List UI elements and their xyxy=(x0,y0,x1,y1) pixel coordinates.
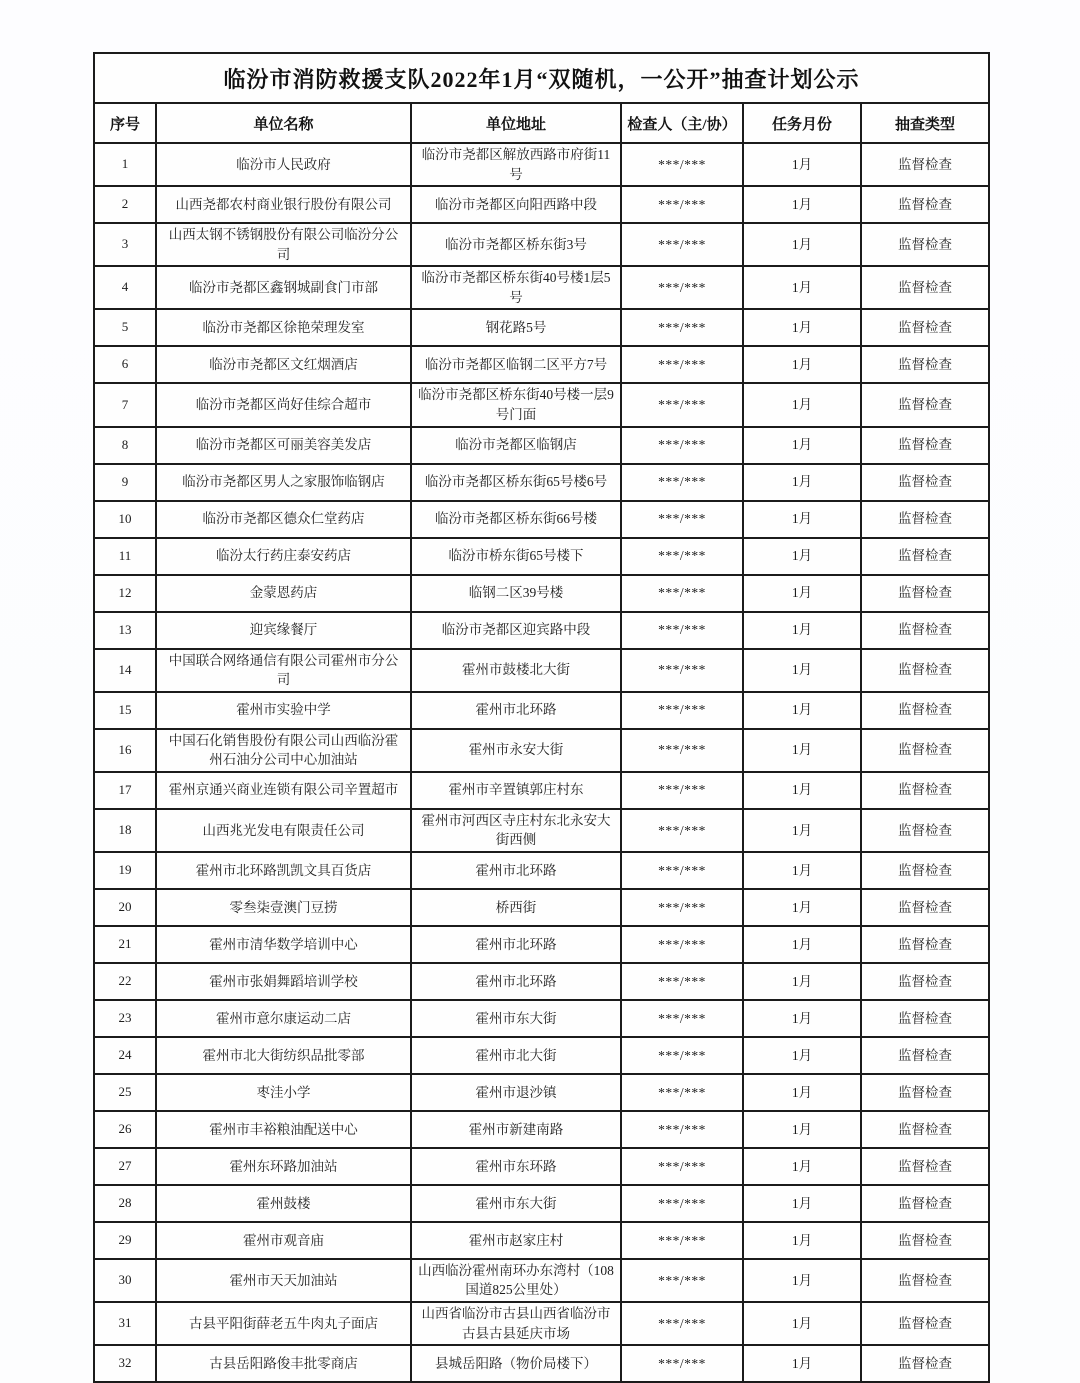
table-row xyxy=(94,1345,989,1382)
seq-cell: 22 xyxy=(94,963,156,1000)
unit-address-cell: 霍州市新建南路 xyxy=(411,1111,621,1148)
table-body xyxy=(94,143,989,1382)
inspection-type-cell: 监督检查 xyxy=(861,427,989,464)
month-cell: 1月 xyxy=(743,926,861,963)
unit-name-cell: 霍州鼓楼 xyxy=(156,1185,411,1222)
inspector-cell: ***/*** xyxy=(621,612,743,649)
inspection-type-cell: 监督检查 xyxy=(861,852,989,889)
unit-address-cell: 山西省临汾市古县山西省临汾市古县古县延庆市场 xyxy=(411,1302,621,1345)
month-cell: 1月 xyxy=(743,266,861,309)
title-row xyxy=(94,53,989,103)
unit-address-cell: 临汾市尧都区桥东街40号楼一层9号门面 xyxy=(411,383,621,426)
unit-name-cell: 临汾市尧都区文红烟酒店 xyxy=(156,346,411,383)
table-row xyxy=(94,1000,989,1037)
inspection-type-cell: 监督检查 xyxy=(861,809,989,852)
unit-name-cell: 山西尧都农村商业银行股份有限公司 xyxy=(156,186,411,223)
seq-cell: 24 xyxy=(94,1037,156,1074)
unit-name-cell: 霍州市北大街纺织品批零部 xyxy=(156,1037,411,1074)
seq-cell: 25 xyxy=(94,1074,156,1111)
inspection-plan-table-wrap xyxy=(93,52,988,1383)
inspection-type-cell: 监督检查 xyxy=(861,575,989,612)
inspection-type-cell: 监督检查 xyxy=(861,186,989,223)
unit-name-cell: 霍州市天天加油站 xyxy=(156,1259,411,1302)
unit-name-cell: 临汾市尧都区徐艳荣理发室 xyxy=(156,309,411,346)
seq-cell: 6 xyxy=(94,346,156,383)
inspection-type-cell: 监督检查 xyxy=(861,1302,989,1345)
inspector-cell: ***/*** xyxy=(621,963,743,1000)
month-cell: 1月 xyxy=(743,383,861,426)
seq-cell: 8 xyxy=(94,427,156,464)
unit-address-cell: 霍州市北环路 xyxy=(411,963,621,1000)
table-row xyxy=(94,575,989,612)
unit-name-cell: 临汾市尧都区尚好佳综合超市 xyxy=(156,383,411,426)
seq-cell: 3 xyxy=(94,223,156,266)
unit-name-cell: 中国石化销售股份有限公司山西临汾霍州石油分公司中心加油站 xyxy=(156,729,411,772)
inspector-cell: ***/*** xyxy=(621,143,743,186)
inspector-cell: ***/*** xyxy=(621,649,743,692)
seq-cell: 12 xyxy=(94,575,156,612)
inspector-cell: ***/*** xyxy=(621,1037,743,1074)
seq-cell: 19 xyxy=(94,852,156,889)
month-cell: 1月 xyxy=(743,1111,861,1148)
inspection-type-cell: 监督检查 xyxy=(861,223,989,266)
table-row xyxy=(94,1037,989,1074)
table-row xyxy=(94,1148,989,1185)
month-cell: 1月 xyxy=(743,501,861,538)
inspection-type-cell: 监督检查 xyxy=(861,266,989,309)
table-row xyxy=(94,346,989,383)
seq-cell: 27 xyxy=(94,1148,156,1185)
inspector-cell: ***/*** xyxy=(621,1302,743,1345)
inspector-cell: ***/*** xyxy=(621,1222,743,1259)
column-header-2: 单位地址 xyxy=(411,103,621,143)
inspector-cell: ***/*** xyxy=(621,266,743,309)
month-cell: 1月 xyxy=(743,575,861,612)
unit-address-cell: 山西临汾霍州南环办东湾村（108国道825公里处） xyxy=(411,1259,621,1302)
month-cell: 1月 xyxy=(743,889,861,926)
inspector-cell: ***/*** xyxy=(621,1185,743,1222)
inspector-cell: ***/*** xyxy=(621,852,743,889)
table-row xyxy=(94,464,989,501)
table-row xyxy=(94,809,989,852)
table-row xyxy=(94,926,989,963)
month-cell: 1月 xyxy=(743,1000,861,1037)
unit-address-cell: 霍州市北环路 xyxy=(411,926,621,963)
month-cell: 1月 xyxy=(743,1222,861,1259)
column-header-5: 抽查类型 xyxy=(861,103,989,143)
table-row xyxy=(94,266,989,309)
unit-address-cell: 霍州市辛置镇郭庄村东 xyxy=(411,772,621,809)
unit-name-cell: 临汾太行药庄泰安药店 xyxy=(156,538,411,575)
month-cell: 1月 xyxy=(743,143,861,186)
unit-address-cell: 霍州市东大街 xyxy=(411,1185,621,1222)
month-cell: 1月 xyxy=(743,612,861,649)
unit-address-cell: 霍州市东环路 xyxy=(411,1148,621,1185)
unit-address-cell: 临钢二区39号楼 xyxy=(411,575,621,612)
inspector-cell: ***/*** xyxy=(621,309,743,346)
seq-cell: 23 xyxy=(94,1000,156,1037)
seq-cell: 21 xyxy=(94,926,156,963)
inspection-type-cell: 监督检查 xyxy=(861,729,989,772)
seq-cell: 16 xyxy=(94,729,156,772)
month-cell: 1月 xyxy=(743,1302,861,1345)
table-row xyxy=(94,692,989,729)
month-cell: 1月 xyxy=(743,427,861,464)
month-cell: 1月 xyxy=(743,464,861,501)
inspector-cell: ***/*** xyxy=(621,1111,743,1148)
unit-name-cell: 中国联合网络通信有限公司霍州市分公司 xyxy=(156,649,411,692)
seq-cell: 15 xyxy=(94,692,156,729)
inspection-type-cell: 监督检查 xyxy=(861,143,989,186)
month-cell: 1月 xyxy=(743,1074,861,1111)
inspector-cell: ***/*** xyxy=(621,1259,743,1302)
table-row xyxy=(94,1185,989,1222)
unit-name-cell: 古县平阳街薛老五牛肉丸子面店 xyxy=(156,1302,411,1345)
unit-name-cell: 迎宾缘餐厅 xyxy=(156,612,411,649)
unit-name-cell: 霍州市实验中学 xyxy=(156,692,411,729)
table-row xyxy=(94,383,989,426)
table-row xyxy=(94,649,989,692)
month-cell: 1月 xyxy=(743,186,861,223)
month-cell: 1月 xyxy=(743,1037,861,1074)
column-header-1: 单位名称 xyxy=(156,103,411,143)
seq-cell: 32 xyxy=(94,1345,156,1382)
month-cell: 1月 xyxy=(743,309,861,346)
table-row xyxy=(94,1259,989,1302)
seq-cell: 11 xyxy=(94,538,156,575)
month-cell: 1月 xyxy=(743,1185,861,1222)
unit-address-cell: 临汾市尧都区临钢二区平方7号 xyxy=(411,346,621,383)
inspector-cell: ***/*** xyxy=(621,575,743,612)
month-cell: 1月 xyxy=(743,1259,861,1302)
inspector-cell: ***/*** xyxy=(621,223,743,266)
unit-name-cell: 古县岳阳路俊丰批零商店 xyxy=(156,1345,411,1382)
table-row xyxy=(94,963,989,1000)
seq-cell: 30 xyxy=(94,1259,156,1302)
unit-name-cell: 霍州市观音庙 xyxy=(156,1222,411,1259)
unit-address-cell: 霍州市北大街 xyxy=(411,1037,621,1074)
inspector-cell: ***/*** xyxy=(621,772,743,809)
table-row xyxy=(94,538,989,575)
inspector-cell: ***/*** xyxy=(621,464,743,501)
seq-cell: 28 xyxy=(94,1185,156,1222)
unit-address-cell: 县城岳阳路（物价局楼下） xyxy=(411,1345,621,1382)
unit-address-cell: 桥西街 xyxy=(411,889,621,926)
unit-name-cell: 临汾市尧都区可丽美容美发店 xyxy=(156,427,411,464)
inspection-type-cell: 监督检查 xyxy=(861,1185,989,1222)
table-row xyxy=(94,501,989,538)
unit-name-cell: 零叁柒壹澳门豆捞 xyxy=(156,889,411,926)
inspector-cell: ***/*** xyxy=(621,538,743,575)
unit-address-cell: 霍州市北环路 xyxy=(411,852,621,889)
table-row xyxy=(94,729,989,772)
unit-name-cell: 临汾市尧都区德众仁堂药店 xyxy=(156,501,411,538)
seq-cell: 1 xyxy=(94,143,156,186)
inspector-cell: ***/*** xyxy=(621,926,743,963)
table-row xyxy=(94,309,989,346)
table-row xyxy=(94,186,989,223)
table-row xyxy=(94,889,989,926)
unit-address-cell: 临汾市尧都区桥东街65号楼6号 xyxy=(411,464,621,501)
unit-name-cell: 霍州市张娟舞蹈培训学校 xyxy=(156,963,411,1000)
month-cell: 1月 xyxy=(743,346,861,383)
inspection-type-cell: 监督检查 xyxy=(861,772,989,809)
unit-name-cell: 山西太钢不锈钢股份有限公司临汾分公司 xyxy=(156,223,411,266)
unit-name-cell: 霍州市丰裕粮油配送中心 xyxy=(156,1111,411,1148)
unit-name-cell: 临汾市人民政府 xyxy=(156,143,411,186)
table-row xyxy=(94,223,989,266)
table-row xyxy=(94,772,989,809)
month-cell: 1月 xyxy=(743,809,861,852)
inspector-cell: ***/*** xyxy=(621,889,743,926)
seq-cell: 14 xyxy=(94,649,156,692)
inspector-cell: ***/*** xyxy=(621,346,743,383)
inspection-type-cell: 监督检查 xyxy=(861,612,989,649)
header-row xyxy=(94,103,989,143)
inspection-type-cell: 监督检查 xyxy=(861,383,989,426)
unit-address-cell: 霍州市东大街 xyxy=(411,1000,621,1037)
seq-cell: 29 xyxy=(94,1222,156,1259)
seq-cell: 7 xyxy=(94,383,156,426)
month-cell: 1月 xyxy=(743,692,861,729)
unit-name-cell: 霍州市北环路凯凯文具百货店 xyxy=(156,852,411,889)
inspector-cell: ***/*** xyxy=(621,1345,743,1382)
month-cell: 1月 xyxy=(743,1148,861,1185)
inspection-type-cell: 监督检查 xyxy=(861,309,989,346)
month-cell: 1月 xyxy=(743,729,861,772)
inspection-type-cell: 监督检查 xyxy=(861,963,989,1000)
inspection-type-cell: 监督检查 xyxy=(861,1222,989,1259)
month-cell: 1月 xyxy=(743,223,861,266)
inspector-cell: ***/*** xyxy=(621,186,743,223)
inspector-cell: ***/*** xyxy=(621,427,743,464)
month-cell: 1月 xyxy=(743,649,861,692)
unit-name-cell: 金蒙恩药店 xyxy=(156,575,411,612)
unit-address-cell: 临汾市尧都区桥东街3号 xyxy=(411,223,621,266)
unit-name-cell: 霍州市清华数学培训中心 xyxy=(156,926,411,963)
month-cell: 1月 xyxy=(743,1345,861,1382)
unit-address-cell: 临汾市桥东街65号楼下 xyxy=(411,538,621,575)
inspector-cell: ***/*** xyxy=(621,692,743,729)
unit-address-cell: 钢花路5号 xyxy=(411,309,621,346)
unit-name-cell: 临汾市尧都区男人之家服饰临钢店 xyxy=(156,464,411,501)
month-cell: 1月 xyxy=(743,772,861,809)
unit-name-cell: 山西兆光发电有限责任公司 xyxy=(156,809,411,852)
inspection-type-cell: 监督检查 xyxy=(861,1074,989,1111)
seq-cell: 20 xyxy=(94,889,156,926)
inspection-type-cell: 监督检查 xyxy=(861,926,989,963)
seq-cell: 26 xyxy=(94,1111,156,1148)
inspection-type-cell: 监督检查 xyxy=(861,501,989,538)
table-row xyxy=(94,143,989,186)
unit-address-cell: 霍州市鼓楼北大街 xyxy=(411,649,621,692)
seq-cell: 5 xyxy=(94,309,156,346)
unit-name-cell: 枣洼小学 xyxy=(156,1074,411,1111)
inspection-type-cell: 监督检查 xyxy=(861,1037,989,1074)
unit-name-cell: 霍州京通兴商业连锁有限公司辛置超市 xyxy=(156,772,411,809)
inspector-cell: ***/*** xyxy=(621,383,743,426)
seq-cell: 10 xyxy=(94,501,156,538)
inspector-cell: ***/*** xyxy=(621,809,743,852)
seq-cell: 17 xyxy=(94,772,156,809)
table-row xyxy=(94,427,989,464)
inspection-type-cell: 监督检查 xyxy=(861,1148,989,1185)
unit-address-cell: 霍州市河西区寺庄村东北永安大街西侧 xyxy=(411,809,621,852)
unit-name-cell: 霍州市意尔康运动二店 xyxy=(156,1000,411,1037)
unit-address-cell: 霍州市退沙镇 xyxy=(411,1074,621,1111)
seq-cell: 31 xyxy=(94,1302,156,1345)
inspection-type-cell: 监督检查 xyxy=(861,1345,989,1382)
inspector-cell: ***/*** xyxy=(621,729,743,772)
month-cell: 1月 xyxy=(743,963,861,1000)
inspection-type-cell: 监督检查 xyxy=(861,1259,989,1302)
column-header-4: 任务月份 xyxy=(743,103,861,143)
inspector-cell: ***/*** xyxy=(621,1074,743,1111)
unit-name-cell: 霍州东环路加油站 xyxy=(156,1148,411,1185)
inspector-cell: ***/*** xyxy=(621,1148,743,1185)
inspection-type-cell: 监督检查 xyxy=(861,464,989,501)
seq-cell: 4 xyxy=(94,266,156,309)
inspection-type-cell: 监督检查 xyxy=(861,1111,989,1148)
table-row xyxy=(94,852,989,889)
inspection-plan-table xyxy=(93,52,990,1383)
unit-address-cell: 临汾市尧都区解放西路市府街11号 xyxy=(411,143,621,186)
inspection-type-cell: 监督检查 xyxy=(861,649,989,692)
column-header-3: 检查人（主/协） xyxy=(621,103,743,143)
inspection-type-cell: 监督检查 xyxy=(861,538,989,575)
seq-cell: 13 xyxy=(94,612,156,649)
month-cell: 1月 xyxy=(743,538,861,575)
unit-address-cell: 霍州市赵家庄村 xyxy=(411,1222,621,1259)
table-row xyxy=(94,1111,989,1148)
unit-address-cell: 霍州市北环路 xyxy=(411,692,621,729)
table-row xyxy=(94,1074,989,1111)
unit-address-cell: 临汾市尧都区向阳西路中段 xyxy=(411,186,621,223)
inspection-type-cell: 监督检查 xyxy=(861,346,989,383)
unit-address-cell: 临汾市尧都区桥东街40号楼1层5号 xyxy=(411,266,621,309)
inspector-cell: ***/*** xyxy=(621,1000,743,1037)
table-row xyxy=(94,612,989,649)
seq-cell: 2 xyxy=(94,186,156,223)
month-cell: 1月 xyxy=(743,852,861,889)
unit-address-cell: 临汾市尧都区临钢店 xyxy=(411,427,621,464)
table-row xyxy=(94,1222,989,1259)
column-header-0: 序号 xyxy=(94,103,156,143)
inspector-cell: ***/*** xyxy=(621,501,743,538)
unit-address-cell: 临汾市尧都区迎宾路中段 xyxy=(411,612,621,649)
inspection-type-cell: 监督检查 xyxy=(861,889,989,926)
inspection-type-cell: 监督检查 xyxy=(861,692,989,729)
unit-address-cell: 霍州市永安大街 xyxy=(411,729,621,772)
table-row xyxy=(94,1302,989,1345)
unit-address-cell: 临汾市尧都区桥东街66号楼 xyxy=(411,501,621,538)
page-title: 临汾市消防救援支队2022年1月“双随机，一公开”抽查计划公示 xyxy=(94,53,989,103)
seq-cell: 9 xyxy=(94,464,156,501)
seq-cell: 18 xyxy=(94,809,156,852)
unit-name-cell: 临汾市尧都区鑫钢城副食门市部 xyxy=(156,266,411,309)
inspection-type-cell: 监督检查 xyxy=(861,1000,989,1037)
